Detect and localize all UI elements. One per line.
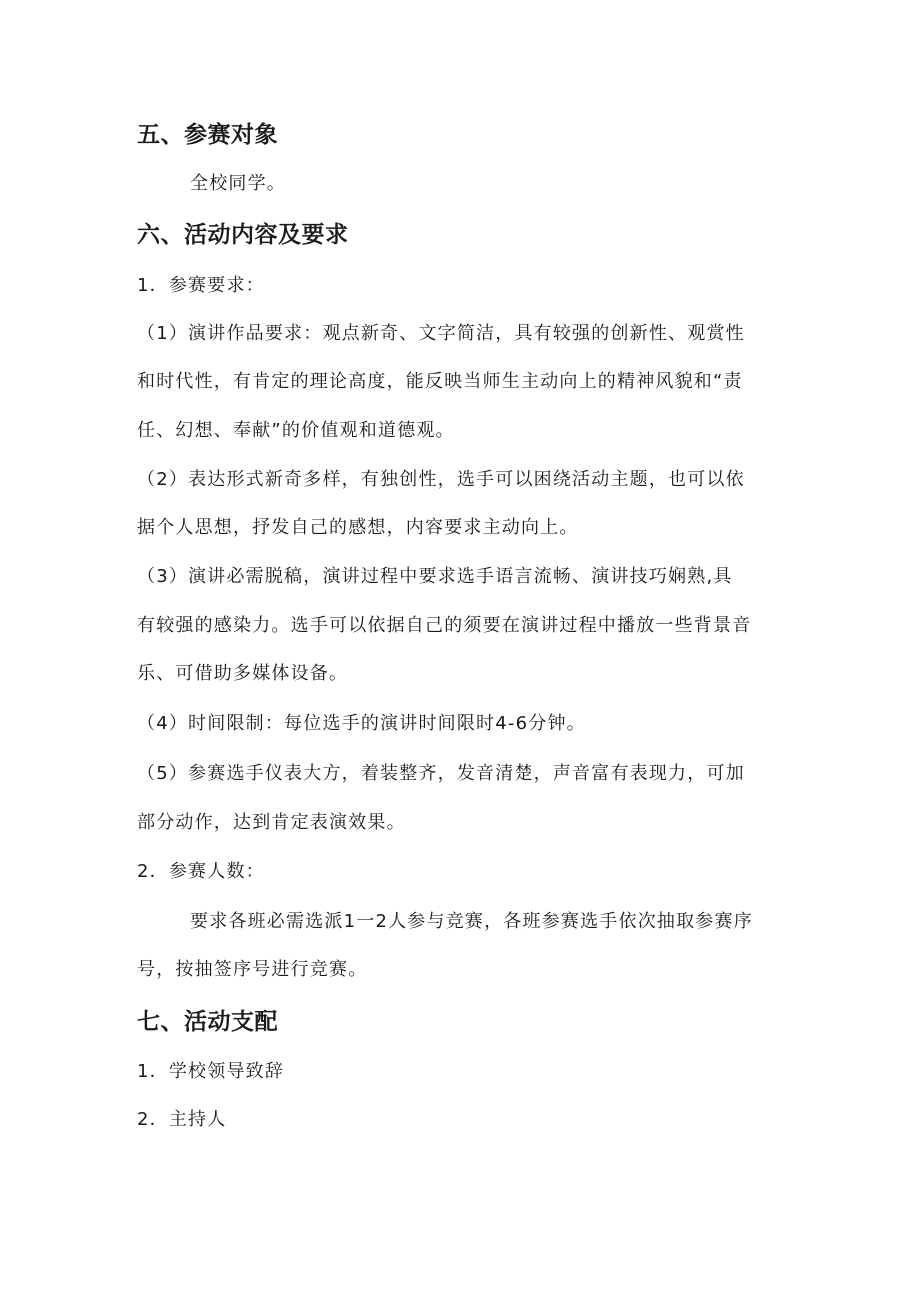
requirement-1-line-2: 和时代性，有肯定的理论高度，能反映当师生主动向上的精神风貌和“责 <box>137 371 743 392</box>
requirement-1-line-1: （1）演讲作品要求：观点新奇、文字简洁，具有较强的创新性、观赏性 <box>137 323 745 344</box>
section-heading-participants: 五、参赛对象 <box>137 122 278 148</box>
requirement-5-line-2: 部分动作，达到肯定表演效果。 <box>137 812 406 833</box>
requirement-5-line-1: （5）参赛选手仪表大方，着装整齐，发音清楚，声音富有表现力，可加 <box>137 763 745 784</box>
requirement-3-line-2: 有较强的感染力。选手可以依据自己的须要在演讲过程中播放一些背景音 <box>137 615 752 636</box>
requirement-4-line-1: （4）时间限制：每位选手的演讲时间限时4-6分钟。 <box>137 713 586 734</box>
arrangement-item-2: 2．主持人 <box>137 1109 227 1130</box>
arrangement-item-1: 1．学校领导致辞 <box>137 1061 285 1082</box>
item-title-participant-count: 2．参赛人数： <box>137 861 265 882</box>
participant-count-line-1: 要求各班必需选派1一2人参与竞赛，各班参赛选手依次抽取参赛序 <box>190 911 753 932</box>
requirement-3-line-3: 乐、可借助多媒体设备。 <box>137 663 349 684</box>
section-heading-arrangement: 七、活动支配 <box>137 1009 278 1035</box>
section-heading-content-requirements: 六、活动内容及要求 <box>137 222 349 248</box>
requirement-3-line-1: （3）演讲必需脱稿，演讲过程中要求选手语言流畅、演讲技巧娴熟,具 <box>137 566 733 587</box>
item-title-requirements: 1．参赛要求： <box>137 275 265 296</box>
requirement-2-line-2: 据个人思想，抒发自己的感想，内容要求主动向上。 <box>137 517 579 538</box>
participant-count-line-2: 号，按抽签序号进行竞赛。 <box>137 959 368 980</box>
requirement-1-line-3: 任、幻想、奉献”的价值观和道德观。 <box>137 420 455 441</box>
participants-text: 全校同学。 <box>190 173 286 194</box>
requirement-2-line-1: （2）表达形式新奇多样，有独创性，选手可以困绕活动主题，也可以依 <box>137 469 745 490</box>
